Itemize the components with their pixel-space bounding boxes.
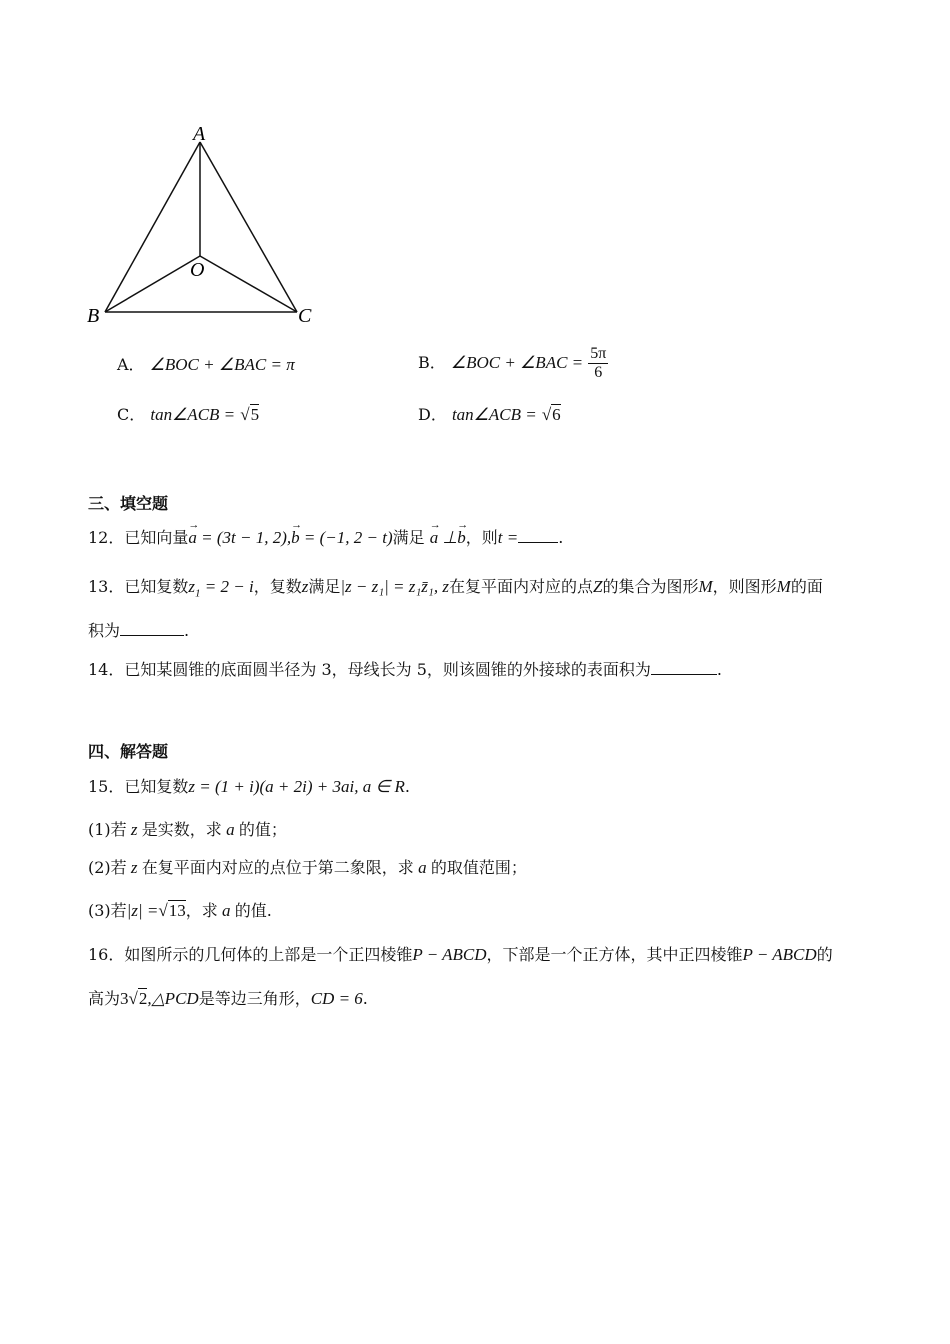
q13-number: 13． — [88, 577, 125, 596]
option-c-letter: C． — [117, 405, 146, 424]
q12-t: t = — [497, 528, 519, 547]
edge-ac — [200, 142, 297, 312]
q13-text1: 已知复数 — [124, 577, 189, 596]
segment-bo — [105, 256, 200, 312]
triangle-figure — [80, 120, 330, 330]
option-c[interactable]: C． tan∠ACB = √5 — [117, 405, 260, 424]
q16-radicand: 2 — [138, 989, 148, 1008]
question-16 — [88, 944, 833, 966]
label-b: B — [87, 305, 100, 327]
q12-perp: ⊥ — [442, 528, 458, 547]
q15-p3-text1: ，求 — [185, 901, 218, 920]
question-15-part1: (1)若 z 是实数，求 a 的值； — [88, 820, 287, 839]
option-b-denominator: 6 — [594, 364, 603, 381]
q15-p1-text1: 是实数，求 — [141, 820, 222, 839]
section-3-title: 三、填空题 — [88, 494, 169, 513]
q13-z1: = 2 − i — [204, 577, 254, 596]
q15-p3-text2: 的值. — [234, 901, 272, 920]
q15-p2-text1: 在复平面内对应的点位于第二象限，求 — [141, 858, 414, 877]
option-b-numerator: 5π — [590, 345, 607, 362]
q13-text5: 的集合为图形 — [602, 577, 699, 596]
q15-p3-radicand: 13 — [168, 901, 186, 920]
q16-text2: ，下部是一个正方体，其中正四棱锥 — [486, 945, 743, 964]
q15-p2-text2: 的取值范围； — [430, 858, 527, 877]
q15-p1-text2: 的值； — [238, 820, 287, 839]
q12-vector-a: = (3t − 1, 2), — [201, 528, 292, 547]
q16-number: 16． — [88, 945, 125, 964]
q12-number: 12． — [88, 528, 125, 547]
q13-text4: 在复平面内对应的点 — [448, 577, 593, 596]
question-16-line2: 高为3√2,△PCD是等边三角形，CD = 6. — [88, 989, 368, 1008]
q15-text: 已知复数 — [124, 777, 189, 796]
q15-p3-label: (3)若 — [88, 901, 127, 920]
q13-condition: |z − z₁| = z₁z̄₁, z — [340, 577, 449, 596]
q14-text: 已知某圆锥的底面圆半径为 3，母线长为 5，则该圆锥的外接球的表面积为 — [124, 660, 651, 679]
option-a[interactable] — [117, 354, 295, 376]
option-d-radicand: 6 — [552, 405, 561, 424]
q15-p1-label: (1)若 — [88, 820, 127, 839]
q12-text: 已知向量 — [124, 528, 189, 547]
q13-end: . — [184, 621, 190, 640]
q13-text7: 的面 — [790, 577, 823, 596]
option-d-letter: D． — [418, 405, 447, 424]
question-15 — [88, 776, 410, 798]
q12-vector-b: = (−1, 2 − t) — [303, 528, 393, 547]
q15-number: 15． — [88, 777, 125, 796]
section-4-title: 四、解答题 — [88, 742, 169, 761]
q16-line2a: 高为 — [88, 989, 121, 1008]
q13-line2: 积为 — [88, 621, 121, 640]
question-15-part3: (3)若|z| =√13，求 a 的值. — [88, 901, 272, 920]
q13-text2: ，复数 — [253, 577, 302, 596]
segment-co — [200, 256, 297, 312]
q16-cd: CD = 6 — [310, 989, 363, 1008]
q13-text3: 满足 — [308, 577, 341, 596]
q13-answer-blank[interactable] — [120, 621, 184, 636]
q16-coef: 3 — [120, 989, 129, 1008]
label-c: C — [298, 305, 312, 327]
q15-end: . — [404, 777, 410, 796]
question-14 — [88, 659, 722, 681]
question-13: 13．已知复数$z_1 = 2 - i$，复数z满足|z − z₁| = z₁z̄₁, z在复平面内对应的点Z的集合为图形M，则图形M的面 — [88, 577, 823, 600]
question-12: 12．已知向量→ a = (3t − 1, 2),→ b = (−1, 2 − t)满足 → a ⊥→ b，则t = . — [88, 527, 563, 549]
q16-triangle: ,△PCD — [147, 989, 199, 1008]
option-b-expr: ∠BOC + ∠BAC = — [450, 353, 584, 372]
q15-p3-modulus: |z| = — [126, 901, 159, 920]
option-a-expr: ∠BOC + ∠BAC = π — [149, 355, 295, 374]
option-d-expr: tan∠ACB = — [451, 405, 537, 424]
label-o: O — [190, 259, 205, 281]
option-b[interactable] — [418, 345, 608, 382]
q16-line2b: 是等边三角形， — [198, 989, 311, 1008]
q12-answer-blank[interactable] — [518, 528, 558, 543]
q14-answer-blank[interactable] — [651, 660, 717, 675]
edge-ab — [105, 142, 200, 312]
q12-then: ，则 — [465, 528, 498, 547]
q16-text3: 的 — [816, 945, 833, 964]
q14-end: . — [716, 660, 723, 679]
q13-text6: ，则图形 — [712, 577, 777, 596]
option-a-letter: A． — [117, 355, 145, 374]
question-13-line2 — [88, 620, 189, 642]
option-d[interactable]: D． tan∠ACB = √6 — [418, 405, 561, 424]
q16-pyramid-2: P − ABCD — [742, 945, 817, 964]
option-c-expr: tan∠ACB = — [150, 405, 236, 424]
q16-text1: 如图所示的几何体的上部是一个正四棱锥 — [124, 945, 413, 964]
q14-number: 14． — [88, 660, 125, 679]
q16-pyramid-1: P − ABCD — [412, 945, 487, 964]
q12-cond: 满足 — [392, 528, 425, 547]
q15-expr: z = (1 + i)(a + 2i) + 3ai, a ∈ R — [188, 777, 405, 796]
label-a: A — [193, 123, 206, 145]
q16-end: . — [362, 989, 368, 1008]
option-c-radicand: 5 — [250, 405, 260, 424]
q15-p2-label: (2)若 — [88, 858, 127, 877]
option-b-fraction — [588, 345, 608, 382]
q12-end: . — [558, 528, 564, 547]
question-15-part2: (2)若 z 在复平面内对应的点位于第二象限，求 a 的取值范围； — [88, 858, 527, 877]
option-b-letter: B． — [418, 353, 446, 372]
